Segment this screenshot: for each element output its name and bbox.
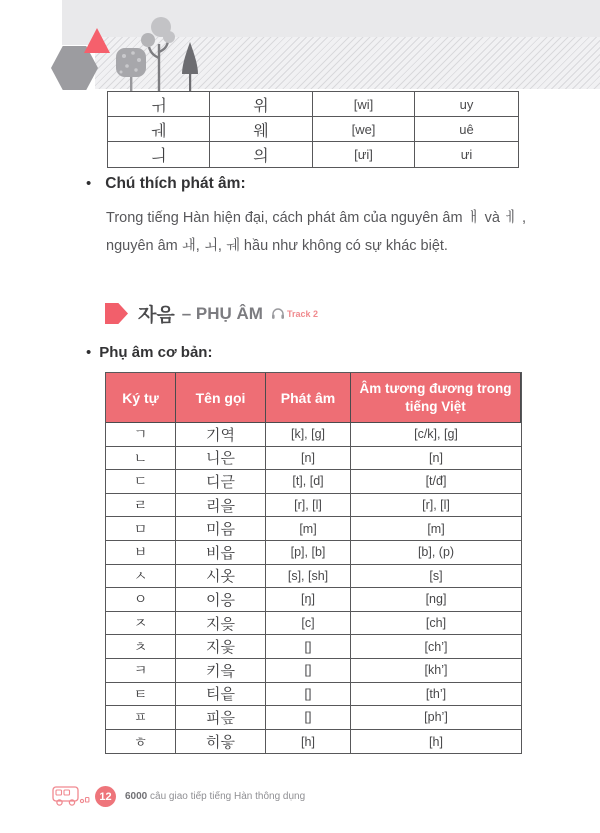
cell: [kh’]: [351, 659, 521, 683]
book-title-number: 6000: [125, 791, 148, 802]
cell: [m]: [266, 517, 351, 541]
bullet-icon: •: [86, 175, 92, 192]
cell: 피읖: [176, 706, 266, 730]
cell: 미음: [176, 517, 266, 541]
consonant-table-row: [106, 588, 521, 612]
cell: [ŋ]: [266, 588, 351, 612]
cell: [r], [l]: [266, 494, 351, 518]
trees-illustration: [106, 14, 210, 94]
section-title-korean: 자음: [138, 305, 175, 326]
page-number-badge: 12: [95, 786, 116, 807]
cell: ㄱ: [106, 423, 176, 447]
section-title-vietnamese: – PHỤ ÂM: [181, 303, 263, 323]
cell: [s]: [351, 565, 521, 589]
cell: 지읒: [176, 612, 266, 636]
cell: 리을: [176, 494, 266, 518]
cell: 의: [210, 142, 313, 167]
cell: [n]: [351, 447, 521, 471]
consonant-table-row: [106, 517, 521, 541]
cell: [n]: [266, 447, 351, 471]
cell: ㅞ: [108, 117, 210, 142]
cell: uy: [415, 92, 518, 117]
cell: ㅌ: [106, 683, 176, 707]
cell: [wi]: [313, 92, 415, 117]
column-header: Phát âm: [266, 373, 351, 423]
cell: ㅟ: [108, 92, 210, 117]
headphones-icon: [271, 307, 285, 320]
section-header: [105, 300, 318, 327]
track-label: Track 2: [286, 308, 318, 319]
cell: ㄴ: [106, 447, 176, 471]
vowel-table-row: [108, 117, 518, 142]
consonant-subheading: [86, 344, 212, 361]
consonant-table-row: [106, 683, 521, 707]
cell: [c]: [266, 612, 351, 636]
cell: ㅁ: [106, 517, 176, 541]
cell: [c/k], [g]: [351, 423, 521, 447]
column-header: Tên gọi: [176, 373, 266, 423]
cell: ㅍ: [106, 706, 176, 730]
cell: [m]: [351, 517, 521, 541]
cell: ㅊ: [106, 635, 176, 659]
vowel-table: [107, 91, 519, 168]
consonant-table-row: [106, 706, 521, 730]
note-line-2: nguyên âm ㅙ, ㅚ, ㅞ hầu như không có sự khác biệt.: [106, 238, 448, 254]
note-heading-label: Chú thích phát âm:: [105, 175, 246, 192]
consonant-table-row: [106, 541, 521, 565]
cell: [ch]: [351, 612, 521, 636]
cell: ㅂ: [106, 541, 176, 565]
vowel-table-row: [108, 142, 518, 167]
cell: 기역: [176, 423, 266, 447]
cell: 시옷: [176, 565, 266, 589]
book-title: [125, 791, 305, 802]
cell: ㄹ: [106, 494, 176, 518]
bus-icon: [52, 783, 90, 810]
book-title-text: câu giao tiếp tiếng Hàn thông dụng: [150, 791, 306, 802]
cell: 디귿: [176, 470, 266, 494]
cell: [we]: [313, 117, 415, 142]
consonant-table-row: [106, 612, 521, 636]
cell: [ph’]: [351, 706, 521, 730]
note-heading: [86, 175, 246, 193]
cell: [h]: [266, 730, 351, 754]
consonant-table-row: [106, 447, 521, 471]
column-header: Âm tương đương trong tiếng Việt: [351, 373, 521, 423]
vowel-table-row: [108, 92, 518, 117]
cell: 티읕: [176, 683, 266, 707]
cell: [k], [g]: [266, 423, 351, 447]
cell: ㄷ: [106, 470, 176, 494]
consonant-table-header: [106, 373, 521, 423]
cell: 니은: [176, 447, 266, 471]
consonant-table-row: [106, 494, 521, 518]
consonant-table-row: [106, 470, 521, 494]
cell: 이응: [176, 588, 266, 612]
cell: [s], [sh]: [266, 565, 351, 589]
note-line-1: Trong tiếng Hàn hiện đại, cách phát âm của nguyên âm ㅐ và ㅔ ,: [106, 210, 527, 226]
cell: ㅋ: [106, 659, 176, 683]
cell: []: [266, 635, 351, 659]
column-header: Ký tự: [106, 373, 176, 423]
vowel-table-body: [108, 92, 518, 167]
consonant-table: [105, 372, 522, 754]
consonant-table-row: [106, 659, 521, 683]
consonant-table-row: [106, 730, 521, 754]
cell: ㅅ: [106, 565, 176, 589]
cell: 히읗: [176, 730, 266, 754]
cell: ㅎ: [106, 730, 176, 754]
cell: ㅈ: [106, 612, 176, 636]
consonant-table-body: [106, 423, 521, 753]
consonant-subheading-label: Phụ âm cơ bản:: [99, 344, 213, 361]
cell: [b], (p): [351, 541, 521, 565]
bullet-icon: •: [86, 344, 92, 361]
cell: [t/đ]: [351, 470, 521, 494]
cell: uê: [415, 117, 518, 142]
cell: ㅢ: [108, 142, 210, 167]
cell: 지읓: [176, 635, 266, 659]
consonant-table-row: [106, 635, 521, 659]
cell: 웨: [210, 117, 313, 142]
cell: []: [266, 659, 351, 683]
cell: []: [266, 706, 351, 730]
cell: [p], [b]: [266, 541, 351, 565]
cell: [t], [d]: [266, 470, 351, 494]
cell: [ng]: [351, 588, 521, 612]
cell: ưi: [460, 147, 473, 162]
cell: 위: [210, 92, 313, 117]
cell: [th’]: [351, 683, 521, 707]
consonant-table-row: [106, 423, 521, 447]
consonant-table-row: [106, 565, 521, 589]
cell: [ưi]: [313, 142, 415, 167]
arrow-right-icon: [105, 303, 128, 324]
cell: []: [266, 683, 351, 707]
cell: 비읍: [176, 541, 266, 565]
cell: ㅇ: [106, 588, 176, 612]
cell: [h]: [429, 734, 443, 749]
note-paragraph: [106, 204, 536, 260]
cell: [ch’]: [351, 635, 521, 659]
audio-track-badge: [271, 307, 318, 320]
cell: 키읔: [176, 659, 266, 683]
cell: [r], [l]: [351, 494, 521, 518]
page-footer: [52, 783, 305, 810]
